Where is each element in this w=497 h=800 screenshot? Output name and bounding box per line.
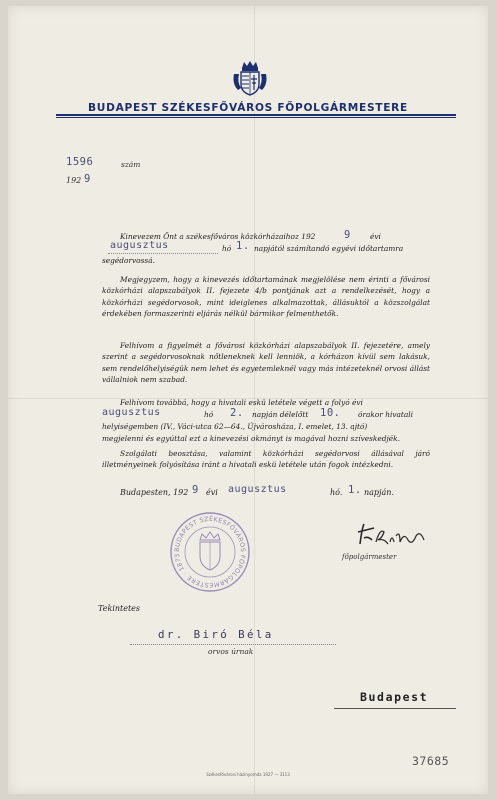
official-seal-stamp	[168, 510, 252, 594]
archive-number: 37685	[412, 754, 450, 768]
dateline-place: Budapesten, 192	[120, 488, 189, 497]
paragraph-assignment: Szolgálati beosztása, valamint közkórházi segédorvosi állásával járó illetményeinek folyósítása iránt a hivatali eskü letétele után fogok intézkedni.	[102, 449, 430, 470]
fill-line	[130, 643, 336, 645]
p4-line4: megjelenni és egyúttal ezt a kinevezési okmányt is magával hozni szíveskedjék.	[102, 434, 400, 443]
p4-hour-typed: 10.	[320, 407, 341, 419]
p4-line1: Felhívom továbbá, hogy a hivatali eskü letétele végett a folyó évi	[120, 398, 363, 407]
paragraph-note: Megjegyzem, hogy a kinevezés időtartamának megjelölése nem érinti a fővárosi közkórházi alapszabályok II. fejezete 4/b pontjának azt a rendelkezését, hogy a közkórházi segédorvosok, mint ideiglenes alkalmazottak, állásuktól a közszolgálat érdekében formaszerinti eljárás nélkül bármikor felmenthetők.	[102, 275, 430, 319]
dateline-evi: évi	[206, 488, 218, 497]
p1-month-typed: augusztus	[110, 240, 169, 251]
dateline-month-typed: augusztus	[228, 484, 287, 495]
p4-line3: helyiségemben (IV., Váci-utca 62—64., Újvárosháza, I. emelet, 13. ajtó)	[102, 422, 368, 431]
letterhead-title: BUDAPEST SZÉKESFŐVÁROS FŐPOLGÁRMESTERE	[88, 102, 408, 114]
p1-ho: hó	[222, 244, 232, 253]
dateline-napjan: napján.	[364, 488, 394, 497]
dateline-day-typed: 1.	[348, 484, 362, 496]
addressee-title: orvos úrnak	[208, 647, 254, 656]
dateline-ho: hó.	[330, 488, 343, 497]
p1-line3: segédorvossá.	[102, 256, 155, 265]
reference-number-label: szám	[121, 160, 141, 169]
p4-month-typed: augusztus	[102, 407, 161, 418]
p1-year-typed: 9	[344, 229, 351, 241]
letterhead-rule-thin	[56, 117, 456, 118]
salutation: Tekintetes	[98, 604, 141, 613]
seal-text: BUDAPEST SZÉKESFŐVÁROS FŐPOLGÁRMESTERE · 1873	[173, 515, 247, 589]
p1-line2-b: napjától számítandó egyévi időtartamra	[254, 244, 404, 253]
signatory-title: főpolgármester	[342, 553, 397, 561]
handwritten-signature	[354, 518, 430, 552]
p1-line1-a: Kinevezem Önt a székesfőváros közkórházaihoz 192	[120, 232, 316, 241]
p1-day-typed: 1.	[236, 240, 250, 252]
p4-line2-b: napján délelőtt	[252, 410, 309, 419]
addressee-name: dr. Biró Béla	[158, 628, 274, 641]
paragraph-regulations: Felhívom a figyelmét a fővárosi közkórházi alapszabályok II. fejezetére, amely szerint a segédorvosoknak nőtleneknek kell lenniök, a kórházon kívül sem lakásuk, sem rendelőhelyiségük nem lehet és egyetemleknél vagy más intézeteknél orvosi állást vállalniok nem szabad.	[102, 341, 430, 385]
reference-year-printed: 192	[66, 176, 82, 185]
document-sheet	[8, 6, 488, 794]
city-underline	[334, 707, 456, 709]
dateline-year-typed: 9	[192, 484, 199, 496]
letterhead-rule	[56, 114, 456, 116]
p1-evi: évi	[370, 232, 381, 241]
fill-line	[108, 252, 218, 254]
p4-ho: hó	[204, 410, 214, 419]
reference-number: 1596	[66, 156, 94, 168]
addressee-city: Budapest	[360, 690, 429, 704]
printer-imprint: Székesfővárosi házinyomda 1927 — 3113	[206, 772, 290, 777]
reference-year-typed: 9	[84, 173, 91, 185]
p4-day-typed: 2.	[230, 407, 244, 419]
p4-line2-c: órakor hivatali	[358, 410, 414, 419]
hungarian-coat-of-arms-icon	[230, 60, 270, 98]
